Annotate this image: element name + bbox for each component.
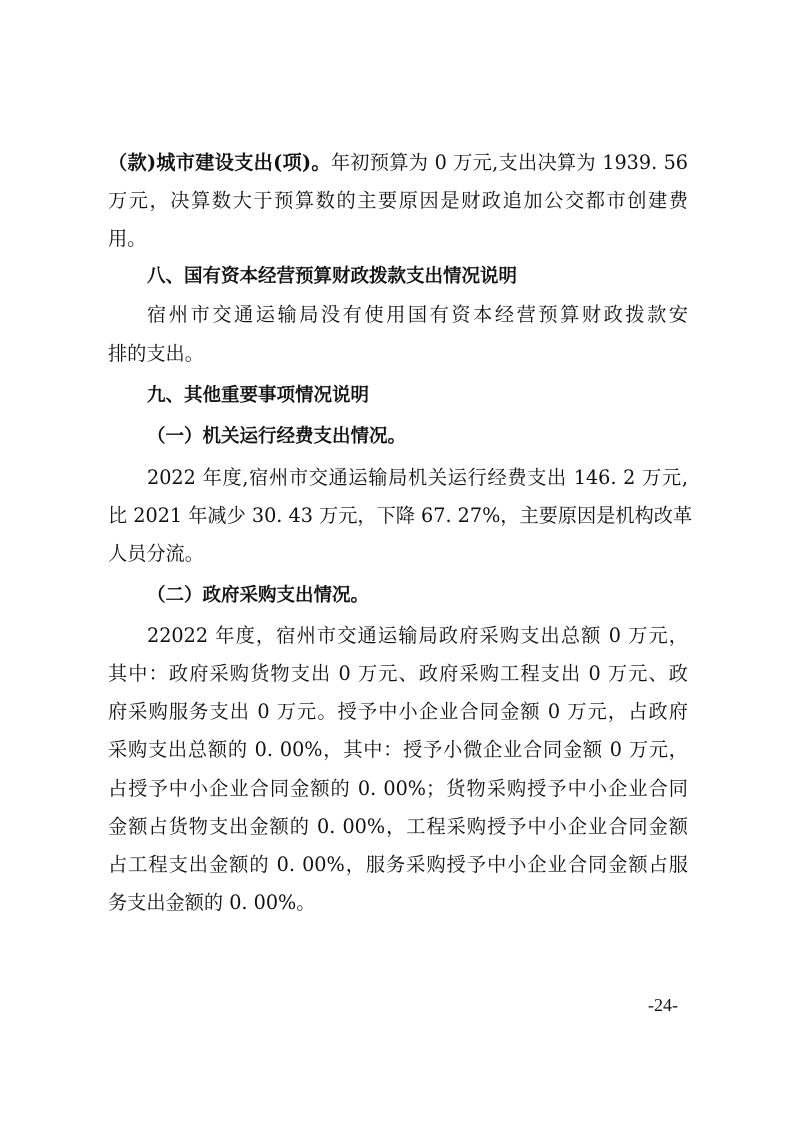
- subsection-heading: （二）政府采购支出情况。: [147, 585, 370, 606]
- paragraph-line: 比 2021 年减少 30. 43 万元，下降 67. 27%，主要原因是机构改革: [108, 504, 693, 527]
- section-heading: 九、其他重要事项情况说明: [147, 385, 370, 406]
- paragraph-line: 人员分流。: [108, 542, 204, 565]
- subsection-heading: （一）机关运行经费支出情况。: [147, 426, 407, 447]
- paragraph-line: 排的支出。: [108, 342, 204, 365]
- paragraph-line: 占授予中小企业合同金额的 0. 00%；货物采购授予中小企业合同: [108, 777, 688, 800]
- paragraph-line: 其中：政府采购货物支出 0 万元、政府采购工程支出 0 万元、政: [108, 662, 688, 685]
- paragraph-line: 用。: [108, 227, 147, 250]
- paragraph-line: 22022 年度，宿州市交通运输局政府采购支出总额 0 万元，: [147, 624, 688, 647]
- paragraph-line: 宿州市交通运输局没有使用国有资本经营预算财政拨款安: [147, 303, 688, 326]
- paragraph-line: 金额占货物支出金额的 0. 00%，工程采购授予中小企业合同金额: [108, 815, 688, 838]
- paragraph-line: 务支出金额的 0. 00%。: [108, 891, 316, 914]
- page-number: -24-: [648, 995, 678, 1015]
- body-text: 年初预算为 0 万元,支出决算为 1939. 56: [330, 151, 688, 174]
- paragraph-line: 2022 年度,宿州市交通运输局机关运行经费支出 146. 2 万元,: [147, 466, 688, 489]
- paragraph-line: 占工程支出金额的 0. 00%，服务采购授予中小企业合同金额占服: [108, 853, 688, 876]
- section-heading: 八、国有资本经营预算财政拨款支出情况说明: [147, 266, 518, 287]
- bold-label: （款)城市建设支出(项)。: [108, 151, 331, 174]
- paragraph-line: 万元，决算数大于预算数的主要原因是财政追加公交都市创建费: [108, 189, 688, 212]
- paragraph-line: 府采购服务支出 0 万元。授予中小企业合同金额 0 万元，占政府: [108, 700, 688, 723]
- paragraph-line: 采购支出总额的 0. 00%，其中：授予小微企业合同金额 0 万元，: [108, 738, 688, 761]
- paragraph-line: [108, 149, 688, 177]
